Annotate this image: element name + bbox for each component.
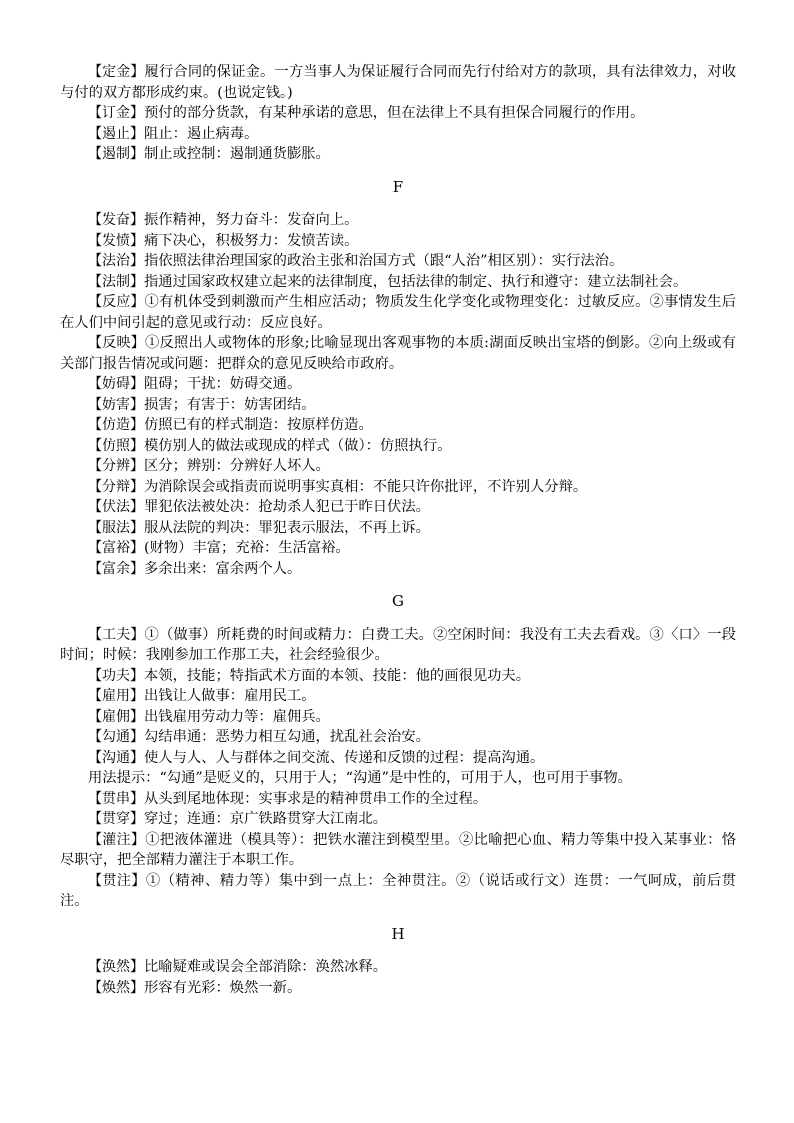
entry-term: 【法制】: [88, 273, 144, 290]
dictionary-entry: [60, 231, 736, 252]
dictionary-entry: [60, 436, 736, 457]
entry-definition: 区分；辨别：分辨好人坏人。: [144, 458, 330, 474]
entry-definition: 损害；有害于：妨害团结。: [144, 396, 316, 413]
entry-definition: 穿过；连通：京广铁路贯穿大江南北。: [144, 811, 388, 827]
entry-term: 【勾通】: [88, 729, 144, 745]
dictionary-entry: [60, 789, 736, 810]
entry-definition: ①把液体灌进（模具等）：把铁水灌注到模型里。②比喻把心血、精力等集中投入某事业：恪尽职守，把全部精力灌注于本职工作。: [60, 831, 736, 868]
entry-term: 【贯串】: [88, 790, 144, 807]
dictionary-entry: [60, 707, 736, 728]
entry-term: 【妨害】: [88, 396, 144, 413]
entry-definition: 用法提示：“勾通”是贬义的，只用于人；“沟通”是中性的，可用于人，也可用于事物。: [88, 770, 632, 786]
entry-definition: ①（做事）所耗费的时间或精力：白费工夫。②空闲时间：我没有工夫去看戏。③〈口〉一段时间；时候：我刚参加工作那工夫，社会经验很少。: [60, 626, 736, 663]
entry-term: 【反应】: [88, 294, 145, 310]
dictionary-entry: [60, 830, 736, 871]
entry-definition: ①（精神、精力等）集中到一点上：全神贯注。②（说话或行文）连贯：一气呵成，前后贯注。: [60, 872, 736, 909]
entry-term: 【分辨】: [88, 458, 144, 474]
entry-term: 【工夫】: [88, 626, 145, 643]
entry-term: 【灌注】: [88, 831, 146, 848]
dictionary-entry: [60, 497, 736, 518]
dictionary-entry: [60, 144, 736, 165]
dictionary-entry: [60, 62, 736, 103]
dictionary-entry: [60, 210, 736, 231]
entry-definition: 指通过国家政权建立起来的法律制度，包括法律的制定、执行和遵守：建立法制社会。: [144, 273, 688, 290]
entry-definition: ①反照出人或物体的形象;比喻显现出客观事物的本质:湖面反映出宝塔的倒影。②向上级或有关部门报告情况或问题：把群众的意见反映给市政府。: [60, 335, 736, 372]
usage-note: [60, 768, 736, 789]
entry-term: 【定金】: [88, 64, 145, 80]
entry-definition: (财物）丰富；充裕：生活富裕。: [144, 540, 350, 556]
entry-term: 【妨碍】: [88, 376, 144, 392]
entry-definition: 痛下决心，积极努力：发愤苦读。: [144, 232, 359, 249]
entry-term: 【服法】: [88, 519, 144, 536]
section-letter-f: F: [392, 177, 404, 196]
dictionary-entry: [60, 809, 736, 830]
entry-definition: 多余出来：富余两个人。: [144, 560, 302, 577]
dictionary-entry: [60, 559, 736, 580]
entry-definition: 履行合同的保证金。一方当事人为保证履行合同而先行付给对方的款项，具有法律效力，对收与付的双方都形成约束。(也说定钱。): [60, 64, 736, 101]
dictionary-entry: [60, 374, 736, 395]
entry-definition: 预付的部分货款，有某种承诺的意思，但在法律上不具有担保合同履行的作用。: [144, 105, 645, 121]
entry-definition: 模仿别人的做法或现成的样式（做）：仿照执行。: [144, 437, 452, 454]
entry-term: 【贯穿】: [88, 811, 144, 827]
dictionary-entry: [60, 477, 736, 498]
dictionary-entry: [60, 748, 736, 769]
section-letter-h: H: [391, 924, 405, 943]
entry-term: 【发奋】: [88, 212, 144, 228]
entry-definition: 罪犯依法被处决：抢劫杀人犯已于昨日伏法。: [144, 499, 430, 515]
entry-definition: 出钱雇用劳动力等：雇佣兵。: [144, 708, 330, 725]
dictionary-entry: [60, 395, 736, 416]
entry-definition: 形容有光彩：焕然一新。: [144, 979, 302, 996]
entry-definition: ①有机体受到刺激而产生相应活动；物质发生化学变化或物理变化：过敏反应。②事情发生后在人们中间引起的意见或行动：反应良好。: [60, 294, 736, 331]
entry-definition: 阻碍；干扰：妨碍交通。: [144, 376, 302, 392]
entry-term: 【仿造】: [88, 417, 144, 433]
section-letter-g: G: [392, 592, 404, 610]
entry-term: 【富余】: [88, 560, 144, 577]
dictionary-entry: [60, 538, 736, 559]
dictionary-entry: [60, 124, 736, 145]
entry-term: 【仿照】: [88, 437, 144, 454]
dictionary-entry: [60, 415, 736, 436]
entry-term: 【遏止】: [88, 125, 144, 142]
entry-definition: 为消除误会或指责而说明事实真相：不能只许你批评，不许别人分辩。: [144, 478, 588, 495]
dictionary-entry: [60, 978, 736, 999]
dictionary-entry: [60, 456, 736, 477]
dictionary-entry: [60, 666, 736, 687]
dictionary-entry: [60, 871, 736, 912]
entry-definition: 从头到尾地体现：实事求是的精神贯串工作的全过程。: [144, 790, 488, 807]
entry-definition: 阻止：遏止病毒。: [144, 125, 259, 142]
dictionary-entry: [60, 103, 736, 124]
entry-term: 【雇佣】: [88, 708, 144, 725]
entry-definition: 本领，技能；特指武术方面的本领、技能：他的画很见功夫。: [144, 667, 531, 684]
entry-term: 【涣然】: [88, 959, 144, 975]
entry-term: 【反映】: [88, 335, 145, 351]
dictionary-entry: [60, 292, 736, 333]
entry-term: 【法治】: [88, 253, 144, 269]
entry-term: 【遏制】: [88, 146, 144, 162]
entry-definition: 制止或控制：遏制通货膨胀。: [144, 146, 330, 162]
entry-definition: 指依照法律治理国家的政治主张和治国方式（跟“人治”相区别）：实行法治。: [144, 253, 624, 269]
entry-term: 【贯注】: [88, 872, 146, 889]
dictionary-entry: [60, 251, 736, 272]
entry-definition: 出钱让人做事：雇用民工。: [144, 688, 316, 704]
entry-term: 【分辩】: [88, 478, 144, 495]
entry-term: 【沟通】: [88, 749, 144, 766]
entry-term: 【富裕】: [88, 540, 144, 556]
entry-definition: 勾结串通：恶势力相互勾通，扰乱社会治安。: [144, 729, 430, 745]
dictionary-entry: [60, 272, 736, 293]
dictionary-entry: [60, 518, 736, 539]
document-page: [60, 62, 736, 998]
entry-definition: 服从法院的判决：罪犯表示服法，不再上诉。: [144, 519, 430, 536]
entry-term: 【焕然】: [88, 979, 144, 996]
dictionary-entry: [60, 686, 736, 707]
dictionary-entry: [60, 333, 736, 374]
entry-definition: 振作精神，努力奋斗：发奋向上。: [144, 212, 359, 228]
entry-definition: 仿照已有的样式制造：按原样仿造。: [144, 417, 373, 433]
dictionary-entry: [60, 625, 736, 666]
dictionary-entry: [60, 957, 736, 978]
entry-definition: 使人与人、人与群体之间交流、传递和反馈的过程：提高沟通。: [144, 749, 545, 766]
entry-definition: 比喻疑难或误会全部消除：涣然冰释。: [144, 959, 388, 975]
entry-term: 【雇用】: [88, 688, 144, 704]
entry-term: 【订金】: [88, 105, 144, 121]
entry-term: 【伏法】: [88, 499, 144, 515]
dictionary-entry: [60, 727, 736, 748]
entry-term: 【功夫】: [88, 667, 144, 684]
entry-term: 【发愤】: [88, 232, 144, 249]
